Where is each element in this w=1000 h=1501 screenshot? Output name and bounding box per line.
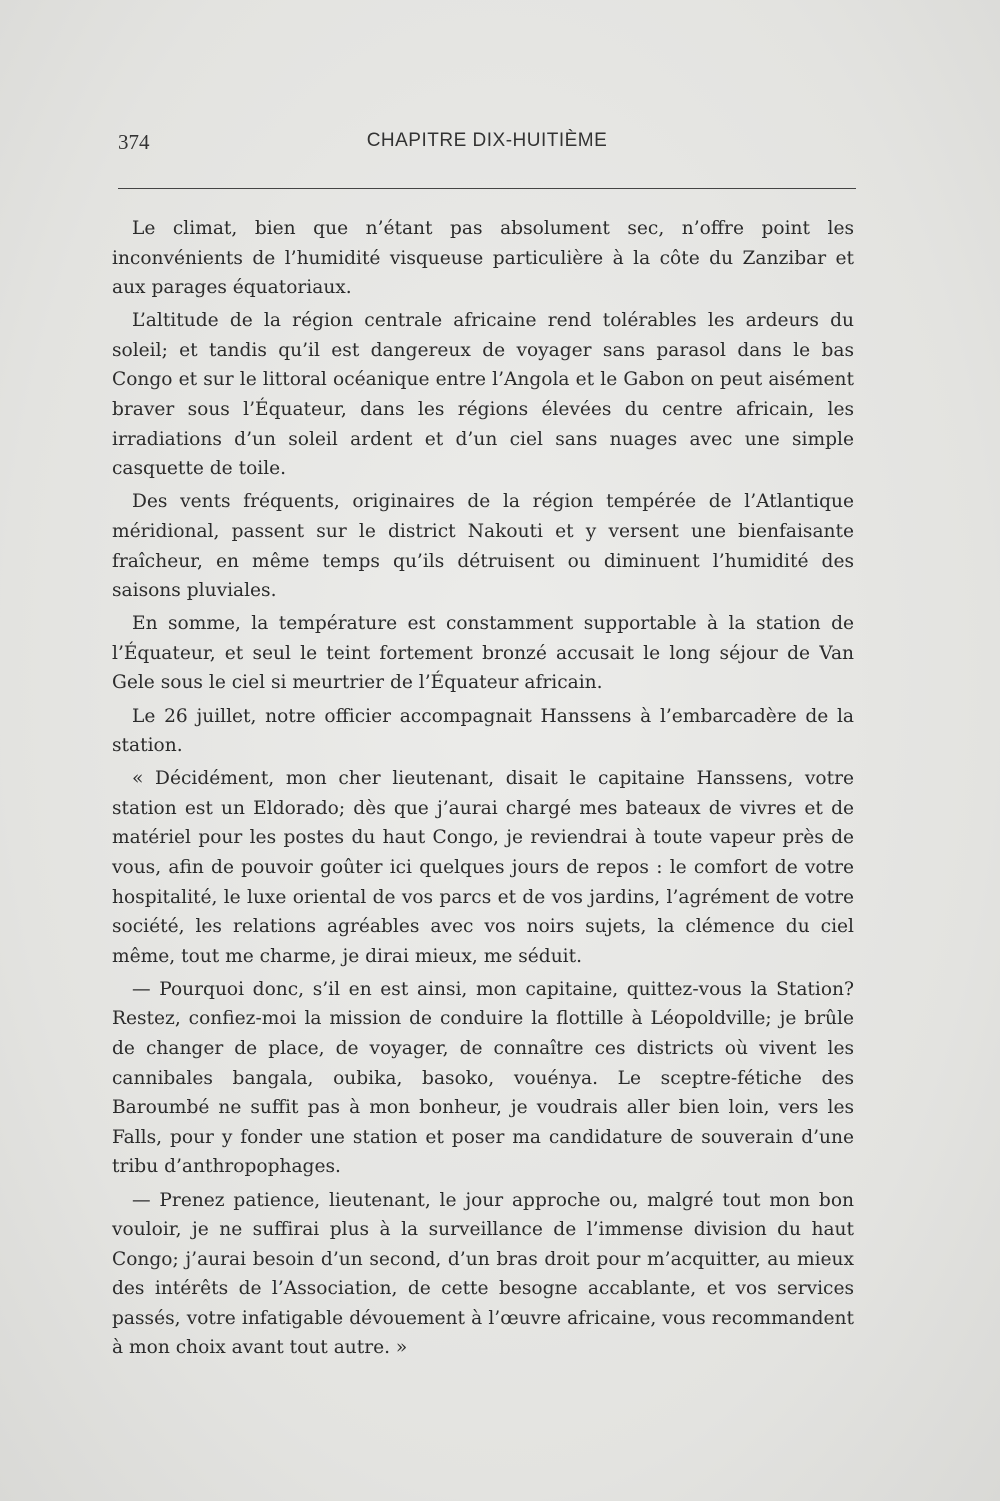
- page-number: 374: [118, 130, 150, 154]
- paragraph: — Prenez patience, lieutenant, le jour approche ou, malgré tout mon bon vouloir, je ne suffirai plus à la surveillance de l’immense division du haut Congo; j’aurai besoin d’un second, d’un bras droit pour m’acquitter, au mieux des intérêts de l’Association, de cette besogne accablante, et vos services passés, votre infatigable dévouement à l’œuvre africaine, vous recommandent à mon choix avant tout autre. »: [112, 1189, 854, 1359]
- paragraph: En somme, la température est constamment supportable à la station de l’Équateur, et seul le teint fortement bronzé accusait le long séjour de Van Gele sous le ciel si meurtrier de l’Équateur africain.: [112, 613, 854, 694]
- paragraph: « Décidément, mon cher lieutenant, disait le capitaine Hanssens, votre station est un Eldorado; dès que j’aurai chargé mes bateaux de vivres et de matériel pour les postes du haut Congo, je reviendrai à toute vapeur près de vous, afin de pouvoir goûter ici quelques jours de repos : le comfort de votre hospitalité, le luxe oriental de vos parcs et de vos jardins, l’agrément de votre société, les relations agréables avec vos noirs sujets, la clémence du ciel même, tout me charme, je dirai mieux, me séduit.: [112, 768, 854, 967]
- paragraph: L’altitude de la région centrale africaine rend tolérables les ardeurs du soleil; et tandis qu’il est dangereux de voyager sans parasol dans le bas Congo et sur le littoral océanique entre l’Angola et le Gabon on peut aisément braver sous l’Équateur, dans les régions élevées du centre africain, les irradiations d’un soleil ardent et d’un ciel sans nuages avec une simple casquette de toile.: [112, 310, 854, 480]
- header-rule: [118, 188, 856, 189]
- paragraph: Des vents fréquents, originaires de la région tempérée de l’Atlantique méridional, passent sur le district Nakouti et y versent une bienfaisante fraîcheur, en même temps qu’ils détruisent ou diminuent l’humidité des saisons pluviales.: [112, 491, 854, 602]
- paragraph: Le 26 juillet, notre officier accompagnait Hanssens à l’embarcadère de la station.: [112, 705, 854, 757]
- running-title: CHAPITRE DIX-HUITIÈME: [366, 130, 608, 151]
- paragraph: Le climat, bien que n’étant pas absolument sec, n’offre point les inconvénients de l’humidité visqueuse particulière à la côte du Zanzibar et aux parages équatoriaux.: [112, 218, 854, 299]
- paragraph: — Pourquoi donc, s’il en est ainsi, mon capitaine, quittez-vous la Station? Restez, confiez-moi la mission de conduire la flottille à Léopoldville; je brûle de changer de place, de voyager, de connaître ces districts où vivent les cannibales bangala, oubika, basoko, vouénya. Le sceptre-fétiche des Baroumbé ne suffit pas à mon bonheur, je voudrais aller bien loin, vers les Falls, pour y fonder une station et poser ma candidature de souverain d’une tribu d’anthropophages.: [112, 978, 854, 1178]
- page-header: [118, 130, 856, 160]
- body-text: [112, 214, 854, 1367]
